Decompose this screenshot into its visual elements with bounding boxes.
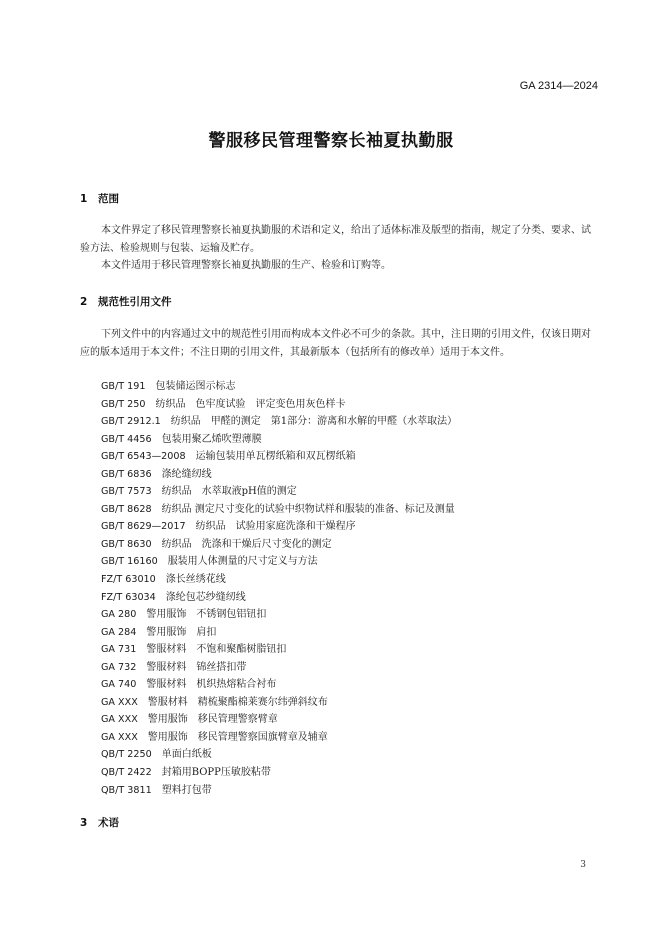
page-number: 3 (580, 860, 586, 870)
reference-title: 单面白纸板 (161, 749, 212, 761)
reference-title: 纺织品 甲醛的测定 第1部分：游离和水解的甲醛（水萃取法） (170, 416, 458, 428)
reference-title: 纺织品 洗涤和干燥后尺寸变化的测定 (161, 538, 332, 550)
reference-item (101, 571, 457, 589)
reference-title: 塑料打包带 (161, 784, 212, 796)
reference-code: GA 731 (101, 644, 137, 656)
reference-code: GA XXX (101, 696, 138, 708)
section-title: 范围 (98, 193, 119, 205)
section-heading-normative-references (80, 294, 172, 309)
reference-item (101, 396, 457, 414)
reference-item (101, 413, 457, 431)
scope-paragraph-2: 本文件适用于移民管理警察长袖夏执勤服的生产、检验和订购等。 (101, 260, 391, 271)
reference-title: 包装储运图示标志 (155, 381, 236, 392)
reference-item (101, 378, 457, 396)
section-number: 2 (80, 296, 88, 308)
reference-code: GA 284 (101, 626, 137, 638)
reference-item (101, 466, 457, 484)
reference-title: 涤纶包芯纱缝纫线 (165, 591, 246, 603)
reference-item (101, 764, 457, 782)
reference-title: 纺织品 水萃取液pH值的测定 (161, 486, 297, 498)
reference-item (101, 536, 457, 554)
reference-title: 警用服饰 肩扣 (146, 626, 217, 638)
references-intro-paragraph: 下列文件中的内容通过文中的规范性引用而构成本文件必不可少的条款。其中，注日期的引用文件，仅该日期对应的版本适用于本文件；不注日期的引用文件，其最新版本（包括所有的修改单）适用于本文件。 (80, 329, 591, 358)
reference-code: GB/T 16160 (101, 556, 158, 568)
reference-code: FZ/T 63034 (101, 591, 156, 603)
reference-item (101, 518, 457, 536)
reference-item (101, 431, 457, 449)
reference-code: GB/T 8630 (101, 538, 152, 550)
section-title: 术语 (98, 817, 119, 829)
reference-item (101, 659, 457, 677)
reference-code: QB/T 3811 (101, 784, 152, 796)
reference-item (101, 694, 457, 712)
reference-item (101, 746, 457, 764)
reference-code: QB/T 2250 (101, 749, 152, 761)
reference-item (101, 501, 457, 519)
reference-title: 警用服饰 移民管理警察国旗臂章及辅章 (147, 731, 328, 743)
reference-title: 警用服饰 移民管理警察臂章 (147, 714, 278, 726)
reference-item (101, 553, 457, 571)
reference-code: GB/T 4456 (101, 433, 152, 445)
reference-list (101, 378, 457, 799)
reference-code: GB/T 6836 (101, 468, 152, 480)
reference-title: 封箱用BOPP压敏胶粘带 (161, 767, 271, 779)
reference-title: 警服材料 精梳聚酯棉莱赛尔纬弹斜纹布 (147, 696, 328, 708)
reference-code: GB/T 2912.1 (101, 416, 161, 428)
section-number: 3 (80, 817, 88, 829)
reference-title: 包装用聚乙烯吹塑薄膜 (161, 433, 262, 445)
section-number: 1 (80, 193, 88, 205)
reference-item (101, 483, 457, 501)
reference-item (101, 448, 457, 466)
reference-code: GA 740 (101, 679, 137, 691)
reference-title: 涤纶缝纫线 (161, 468, 212, 480)
reference-code: GA 732 (101, 661, 137, 673)
reference-code: GB/T 8628 (101, 503, 152, 515)
reference-code: GB/T 7573 (101, 486, 152, 498)
reference-code: GB/T 6543—2008 (101, 451, 186, 463)
reference-title: 警服材料 不饱和聚酯树脂钮扣 (146, 644, 287, 656)
reference-title: 纺织品 色牢度试验 评定变色用灰色样卡 (155, 398, 346, 410)
reference-item (101, 641, 457, 659)
section-title: 规范性引用文件 (98, 296, 172, 308)
section-heading-terms (80, 815, 119, 830)
reference-code: GB/T 250 (101, 398, 146, 410)
reference-item (101, 624, 457, 642)
reference-code: QB/T 2422 (101, 767, 152, 779)
reference-item (101, 589, 457, 607)
reference-code: FZ/T 63010 (101, 574, 156, 586)
reference-title: 服装用人体测量的尺寸定义与方法 (167, 556, 318, 568)
reference-title: 警服材料 机织热熔粘合衬布 (146, 679, 277, 691)
reference-title: 警用服饰 不锈钢包铝钮扣 (146, 609, 267, 621)
reference-code: GA XXX (101, 731, 138, 743)
document-code: GA 2314—2024 (519, 80, 598, 92)
section-heading-scope (80, 191, 119, 206)
reference-title: 警服材料 锦丝搭扣带 (146, 661, 247, 673)
reference-item (101, 676, 457, 694)
reference-item (101, 711, 457, 729)
reference-code: GB/T 191 (101, 381, 146, 392)
reference-item (101, 606, 457, 624)
reference-item (101, 729, 457, 747)
reference-title: 纺织品 测定尺寸变化的试验中织物试样和服装的准备、标记及测量 (161, 503, 455, 515)
reference-item (101, 782, 457, 800)
reference-title: 涤长丝绣花线 (165, 574, 226, 586)
reference-code: GA XXX (101, 714, 138, 726)
reference-title: 纺织品 试验用家庭洗涤和干燥程序 (195, 521, 356, 533)
reference-code: GA 280 (101, 609, 137, 621)
reference-code: GB/T 8629—2017 (101, 521, 186, 533)
scope-paragraph-1: 本文件界定了移民管理警察长袖夏执勤服的术语和定义，给出了适体标准及版型的指南，规定了分类、要求、试验方法、检验规则与包装、运输及贮存。 (80, 225, 591, 254)
document-title: 警服移民管理警察长袖夏执勤服 (208, 131, 454, 151)
reference-title: 运输包装用单瓦楞纸箱和双瓦楞纸箱 (195, 451, 356, 463)
